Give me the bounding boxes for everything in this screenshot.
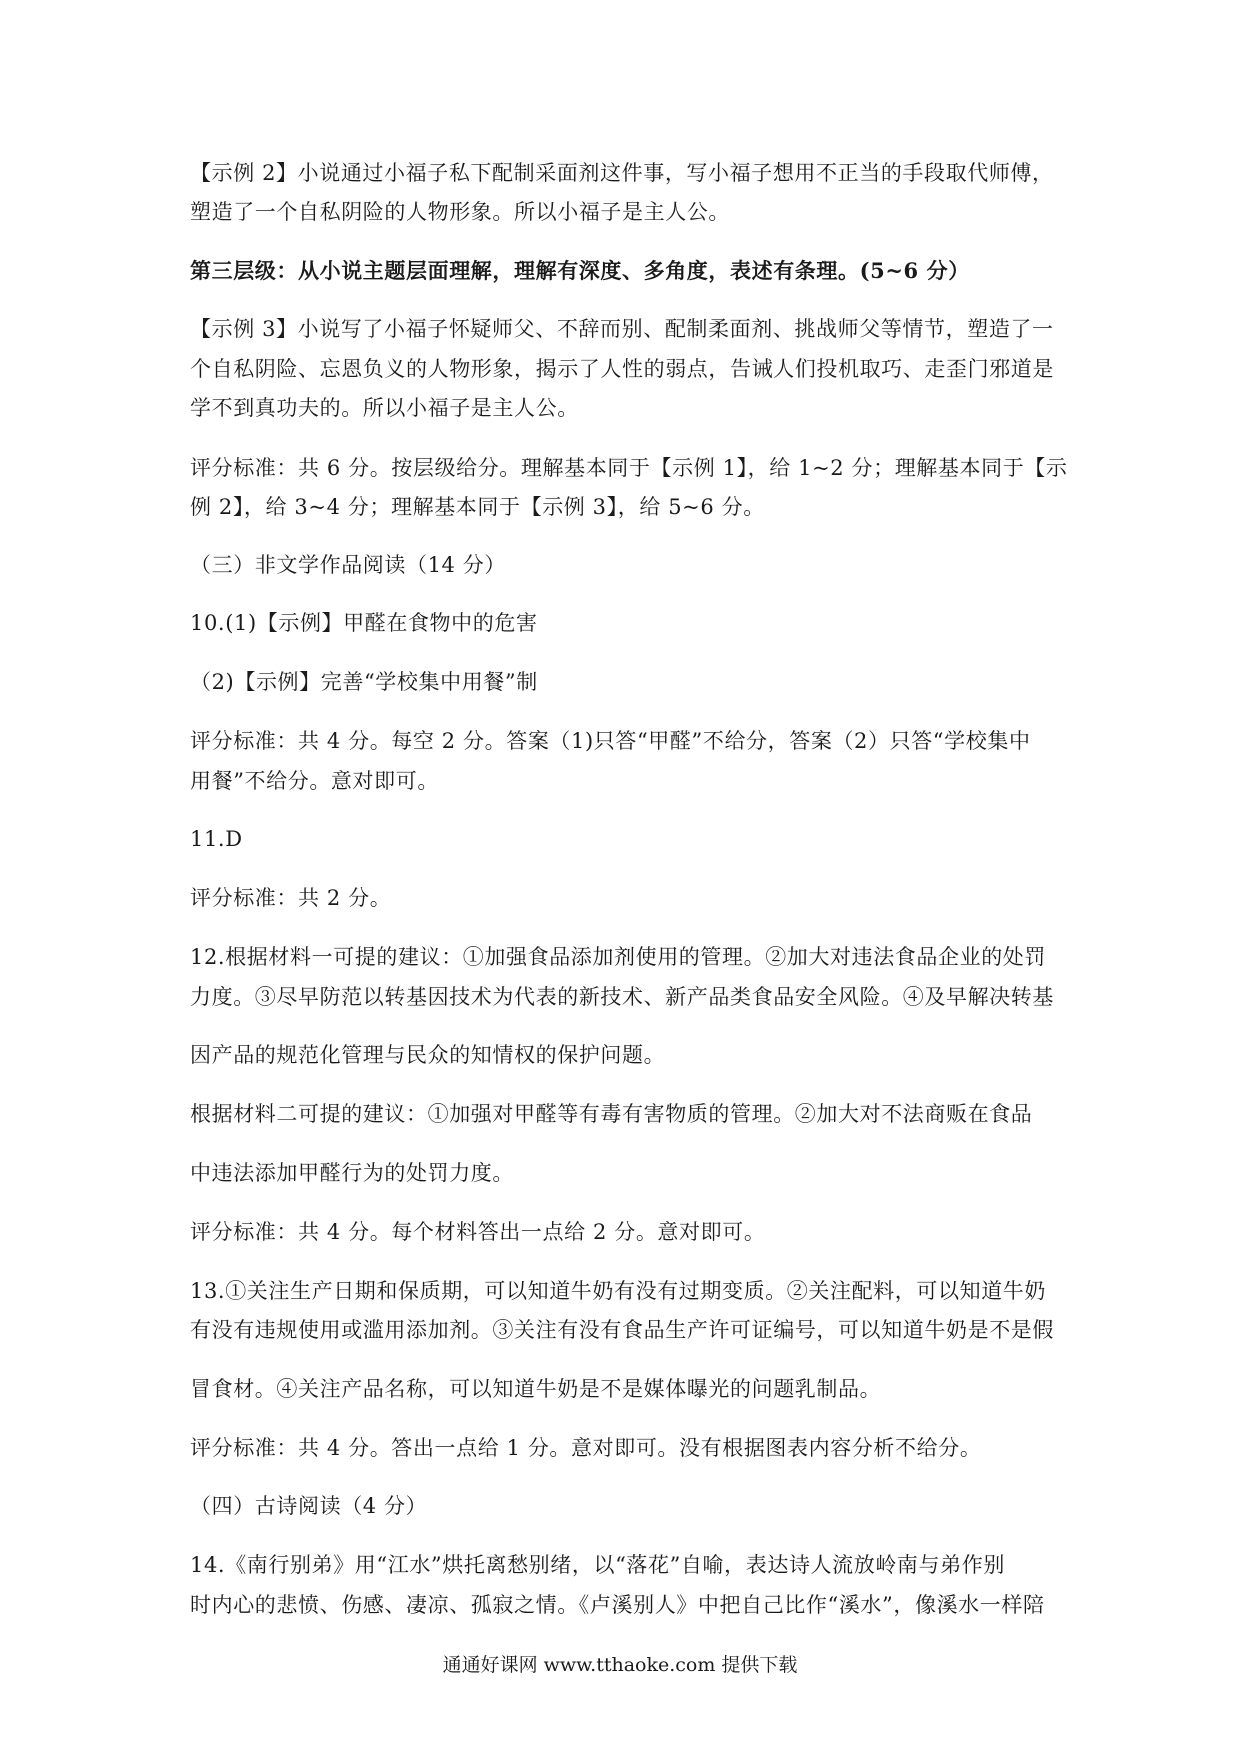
q14-line-1: 14.《南行别弟》用“江水”烘托离愁别绪，以“落花”自喻，表达诗人流放岭南与弟作别 (190, 1553, 1005, 1577)
q12-line-1: 12.根据材料一可提的建议：①加强食品添加剂使用的管理。②加大对违法食品企业的处罚 (190, 945, 1046, 969)
level-3-heading: 第三层级：从小说主题层面理解，理解有深度、多角度，表述有条理。(5~6 分） (190, 258, 970, 283)
scoring-12: 评分标准：共 4 分。每个材料答出一点给 2 分。意对即可。 (190, 1220, 766, 1244)
section-4-heading: （四）古诗阅读（4 分） (190, 1494, 428, 1518)
q13-line-1: 13.①关注生产日期和保质期，可以知道牛奶有没有过期变质。②关注配料，可以知道牛奶 (190, 1279, 1046, 1303)
q13-line-3: 冒食材。④关注产品名称，可以知道牛奶是不是媒体曝光的问题乳制品。 (190, 1377, 882, 1401)
scoring-10-line-2: 用餐”不给分。意对即可。 (190, 769, 439, 793)
q14-line-2: 时内心的悲愤、伤感、凄凉、孤寂之情。《卢溪别人》中把自己比作“溪水”，像溪水一样陪 (190, 1593, 1045, 1617)
example-3-line-3: 学不到真功夫的。所以小福子是主人公。 (190, 396, 579, 420)
footer-watermark: 通通好课网 www.tthaoke.com 提供下载 (442, 1654, 798, 1676)
q10-answer-2: （2)【示例】完善“学校集中用餐”制 (190, 670, 538, 694)
q11-answer: 11.D (190, 827, 243, 851)
example-2-line-1: 【示例 2】小说通过小福子私下配制采面剂这件事，写小福子想用不正当的手段取代师傅， (190, 161, 1054, 185)
q12-line-4: 根据材料二可提的建议：①加强对甲醛等有毒有害物质的管理。②加大对不法商贩在食品 (190, 1102, 1033, 1126)
example-3-line-1: 【示例 3】小说写了小福子怀疑师父、不辞而别、配制柔面剂、挑战师父等情节，塑造了一 (190, 317, 1054, 341)
scoring-9-line-1: 评分标准：共 6 分。按层级给分。理解基本同于【示例 1】，给 1~2 分；理解基本同于【示 (190, 456, 1068, 480)
q10-answer-1: 10.(1)【示例】甲醛在食物中的危害 (190, 611, 538, 635)
scoring-9-line-2: 例 2】，给 3~4 分；理解基本同于【示例 3】，给 5~6 分。 (190, 495, 765, 519)
q12-line-2: 力度。③尽早防范以转基因技术为代表的新技术、新产品类食品安全风险。④及早解决转基 (190, 985, 1054, 1009)
example-2-line-2: 塑造了一个自私阴险的人物形象。所以小福子是主人公。 (190, 200, 730, 224)
example-3-line-2: 个自私阴险、忘恩负义的人物形象，揭示了人性的弱点，告诫人们投机取巧、走歪门邪道是 (190, 357, 1054, 381)
scoring-10-line-1: 评分标准：共 4 分。每空 2 分。答案（1)只答“甲醛”不给分，答案（2）只答“学校集中 (190, 729, 1031, 753)
scoring-13: 评分标准：共 4 分。答出一点给 1 分。意对即可。没有根据图表内容分析不给分。 (190, 1436, 982, 1460)
q12-line-3: 因产品的规范化管理与民众的知情权的保护问题。 (190, 1043, 666, 1067)
q12-line-5: 中违法添加甲醛行为的处罚力度。 (190, 1161, 514, 1185)
section-3-heading: （三）非文学作品阅读（14 分） (190, 553, 506, 577)
scoring-11: 评分标准：共 2 分。 (190, 886, 392, 910)
q13-line-2: 有没有违规使用或滥用添加剂。③关注有没有食品生产许可证编号，可以知道牛奶是不是假 (190, 1318, 1054, 1342)
